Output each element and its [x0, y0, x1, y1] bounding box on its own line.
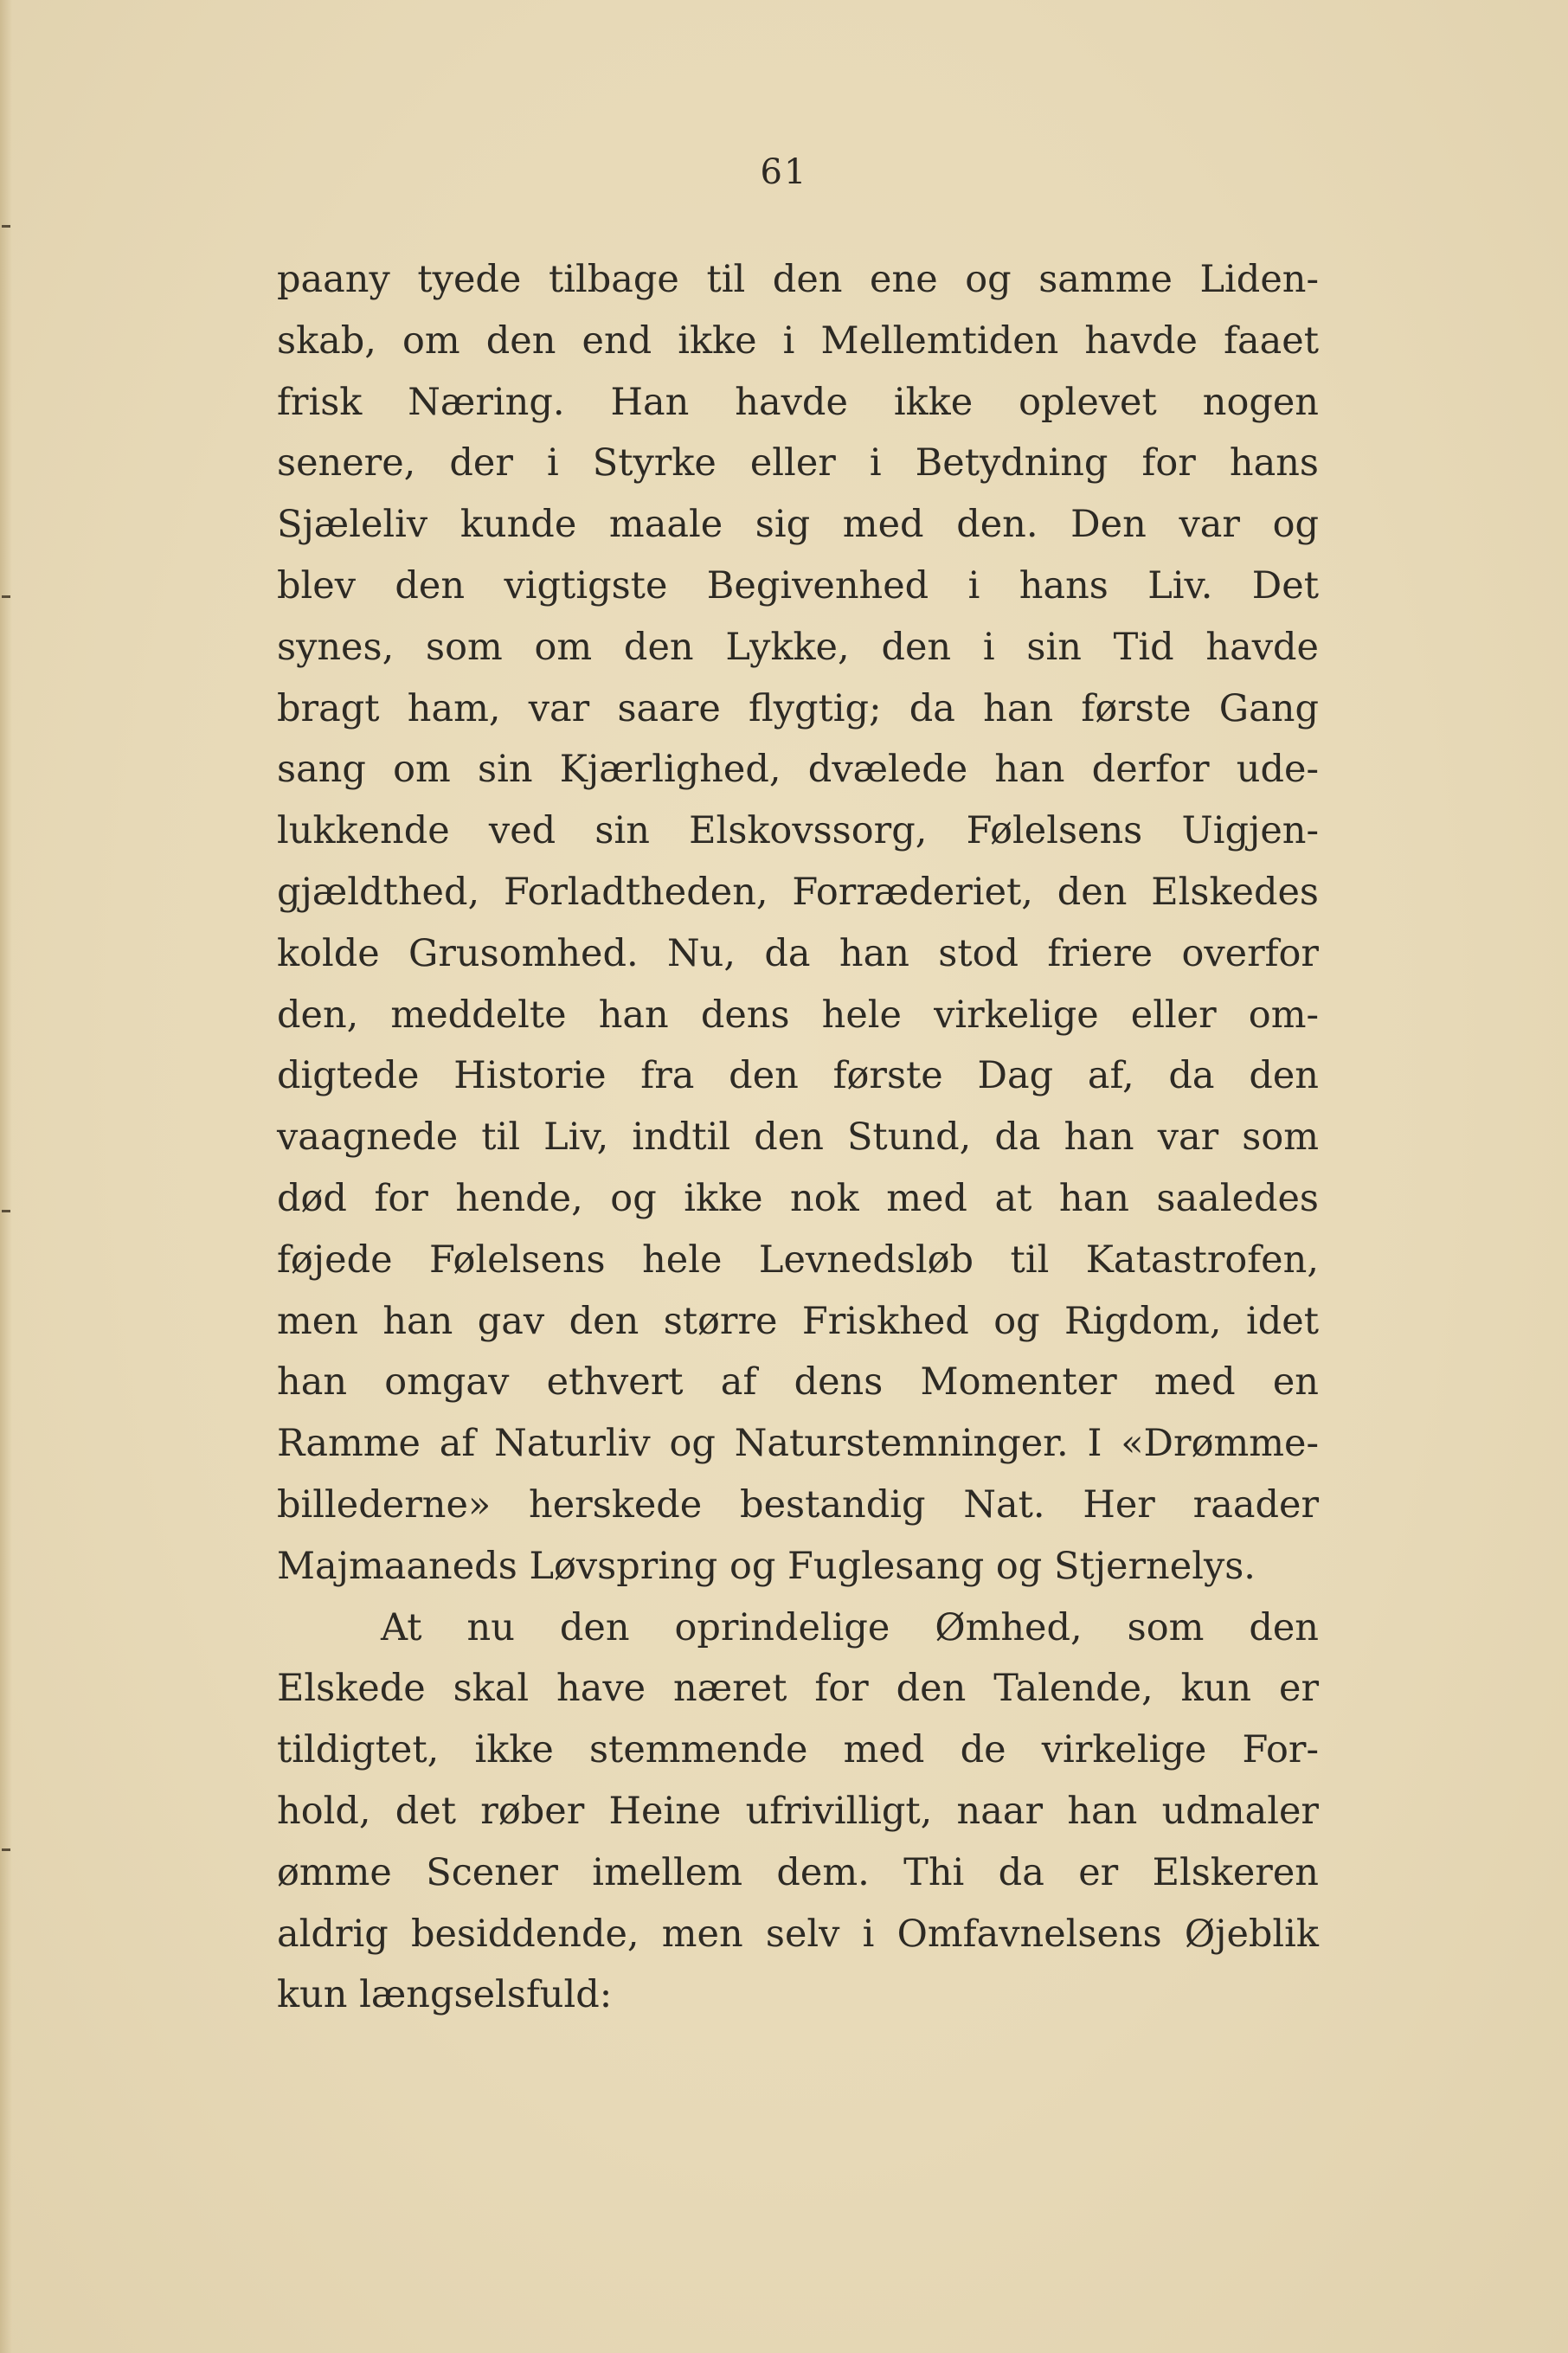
page-left-edge — [0, 0, 12, 2353]
page-number: 61 — [760, 152, 808, 192]
paragraph-1 — [277, 249, 1319, 1598]
text-line: tildigtet, ikke stemmende med de virkelige For- — [277, 1728, 1319, 1772]
edge-mark — [2, 225, 10, 228]
edge-mark — [2, 595, 10, 598]
text-line: synes, som om den Lykke, den i sin Tid havde — [277, 625, 1319, 669]
text-line: senere, der i Styrke eller i Betydning for hans — [277, 441, 1319, 485]
text-line: Ramme af Naturliv og Naturstemninger. I «Drømme- — [277, 1422, 1319, 1466]
text-line: Sjæleliv kunde maale sig med den. Den var og — [277, 503, 1319, 547]
text-line: han omgav ethvert af dens Momenter med en — [277, 1360, 1319, 1405]
text-line: aldrig besiddende, men selv i Omfavnelsens Øjeblik — [277, 1912, 1319, 1956]
text-line: Elskede skal have næret for den Talende, kun er — [277, 1667, 1319, 1711]
text-line: bragt ham, var saare flygtig; da han første Gang — [277, 686, 1319, 730]
text-line: den, meddelte han dens hele virkelige eller om- — [277, 993, 1319, 1037]
text-line: hold, det røber Heine ufrivilligt, naar han udmaler — [277, 1789, 1319, 1833]
text-line: død for hende, og ikke nok med at han saaledes — [277, 1176, 1319, 1220]
text-line: Majmaaneds Løvspring og Fuglesang og Stjernelys. — [277, 1544, 1256, 1588]
paragraph-2 — [277, 1598, 1319, 2027]
text-line: vaagnede til Liv, indtil den Stund, da han var som — [277, 1115, 1319, 1160]
text-line: paany tyede tilbage til den ene og samme Liden- — [277, 258, 1319, 301]
text-line: føjede Følelsens hele Levnedsløb til Katastrofen, — [277, 1238, 1319, 1282]
text-line: skab, om den end ikke i Mellemtiden havde faaet — [277, 318, 1319, 363]
text-line: sang om sin Kjærlighed, dvælede han derfor ude- — [277, 748, 1319, 792]
text-line: blev den vigtigste Begivenhed i hans Liv. Det — [277, 563, 1319, 608]
text-line: billederne» herskede bestandig Nat. Her raader — [277, 1482, 1319, 1527]
edge-mark — [2, 1210, 10, 1212]
text-line: kolde Grusomhed. Nu, da han stod friere overfor — [277, 931, 1319, 975]
edge-mark — [2, 1848, 10, 1851]
text-line: gjældthed, Forladtheden, Forræderiet, den Elskedes — [277, 870, 1319, 914]
text-line: men han gav den større Friskhed og Rigdom, idet — [277, 1299, 1319, 1343]
text-line: kun længselsfuld: — [277, 1973, 613, 2017]
text-line: At nu den oprindelige Ømhed, som den — [381, 1605, 1319, 1649]
text-line: lukkende ved sin Elskovssorg, Følelsens Uigjen- — [277, 809, 1319, 853]
text-line: frisk Næring. Han havde ikke oplevet nogen — [277, 380, 1319, 424]
text-line: digtede Historie fra den første Dag af, da den — [277, 1054, 1319, 1098]
text-line: ømme Scener imellem dem. Thi da er Elskeren — [277, 1850, 1319, 1894]
body-text — [277, 249, 1319, 2026]
